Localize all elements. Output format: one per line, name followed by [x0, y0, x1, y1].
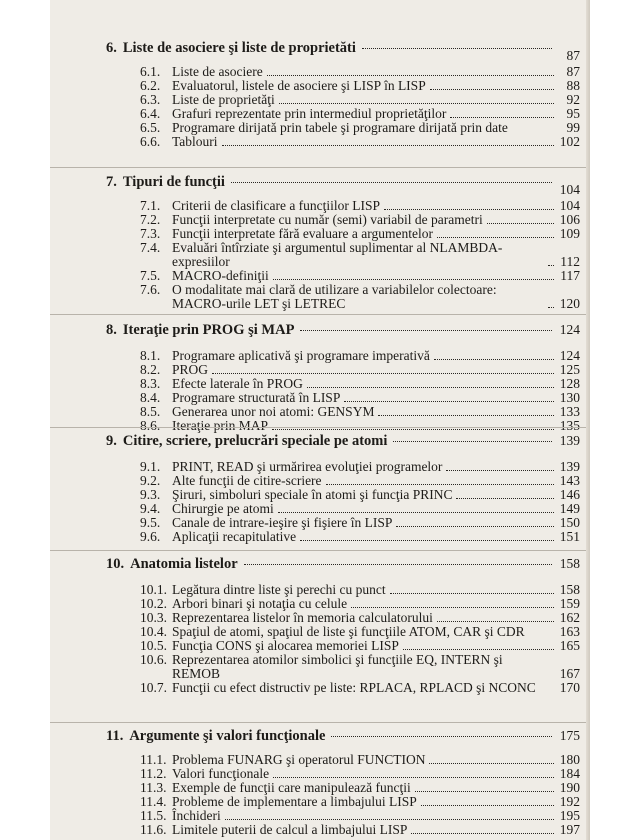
entry-title: PROG [172, 362, 209, 377]
section-title: Argumente şi valori funcţionale [129, 728, 326, 744]
entry-number: 6.2. [140, 78, 161, 93]
toc-section-10 [50, 556, 590, 695]
entry-page: 146 [559, 487, 580, 502]
entry-title: Aplicaţii recapitulative [172, 529, 297, 544]
entry-page: 163 [559, 624, 580, 639]
toc-entry [140, 781, 580, 795]
entry-number: 8.3. [140, 376, 161, 391]
entry-title: Grafuri reprezentate prin intermediul proprietăţilor [172, 106, 447, 121]
entry-number: 7.1. [140, 198, 161, 213]
toc-section-9 [50, 433, 590, 544]
dot-leader [300, 330, 552, 331]
entry-page: 133 [559, 404, 580, 419]
entry-page: 195 [559, 808, 580, 823]
dot-leader [456, 498, 554, 499]
entry-number: 7.3. [140, 226, 161, 241]
entry-title: Reprezentarea listelor în memoria calculatorului [172, 610, 433, 625]
section-page: 139 [559, 433, 580, 448]
toc-entry [140, 269, 580, 283]
entry-page: 130 [559, 390, 580, 405]
dot-leader [390, 593, 554, 594]
entry-number: 11.2. [140, 766, 167, 781]
entry-number: 10.3. [140, 610, 167, 625]
dot-leader [231, 182, 552, 183]
dot-leader [222, 145, 554, 146]
toc-entry [140, 213, 580, 227]
toc-entry [140, 241, 580, 269]
entry-page: 124 [559, 348, 580, 363]
page-edge [586, 0, 590, 840]
entry-number: 9.5. [140, 515, 161, 530]
entry-title: Spaţiul de atomi, spaţiul de liste şi funcţiile ATOM, CAR şi CDR [172, 624, 525, 639]
entry-title: Programare structurată în LISP [172, 390, 341, 405]
entry-page: 192 [559, 794, 580, 809]
entry-number: 8.4. [140, 390, 161, 405]
entry-title: Chirurgie pe atomi [172, 501, 274, 516]
entry-number: 10.5. [140, 638, 167, 653]
toc-section-7 [50, 174, 590, 311]
entry-number: 7.5. [140, 268, 161, 283]
entry-title: Limitele puterii de calcul a limbajului LISP [172, 822, 408, 837]
dot-leader [548, 265, 554, 266]
entry-page: 99 [566, 120, 580, 135]
entry-page: 135 [559, 418, 580, 433]
entry-title: Legătura dintre liste şi perechi cu punct [172, 582, 386, 597]
dot-leader [415, 791, 554, 792]
entry-title: Închideri [172, 808, 221, 823]
entry-number: 10.1. [140, 582, 167, 597]
toc-entry [140, 419, 580, 433]
entry-page: 167 [559, 666, 580, 681]
toc-entry [140, 625, 580, 639]
dot-leader [351, 607, 554, 608]
section-heading [106, 433, 580, 452]
dot-leader [446, 470, 554, 471]
entry-number: 11.6. [140, 822, 167, 837]
toc-entry [140, 283, 580, 311]
entry-title: Criterii de clasificare a funcţiilor LISP [172, 198, 381, 213]
entry-title: Programare aplicativă şi programare imperativă [172, 348, 430, 363]
dot-leader [487, 223, 554, 224]
entry-page: 151 [559, 529, 580, 544]
entry-title: O modalitate mai clară de utilizare a variabilelor colectoare: MACRO-urile LET şi LETREC [172, 282, 497, 311]
toc-entry [140, 767, 580, 781]
section-page: 158 [559, 556, 580, 571]
entry-number: 6.4. [140, 106, 161, 121]
entry-number: 10.6. [140, 652, 167, 667]
entry-number: 8.5. [140, 404, 161, 419]
dot-leader [384, 209, 554, 210]
entry-number: 7.4. [140, 240, 161, 255]
section-number: 8. [106, 322, 117, 338]
entry-number: 9.2. [140, 473, 161, 488]
entry-title: Exemple de funcţii care manipulează funcţii [172, 780, 411, 795]
entry-title: Liste de asociere [172, 64, 263, 79]
entry-title: MACRO-definiţii [172, 268, 269, 283]
toc-entry [140, 474, 580, 488]
toc-section-11 [50, 728, 590, 837]
dot-leader [548, 307, 554, 308]
toc-entry [140, 121, 580, 135]
dot-leader [429, 763, 554, 764]
dot-leader [212, 373, 554, 374]
entry-page: 125 [559, 362, 580, 377]
section-title: Tipuri de funcţii [122, 174, 225, 190]
entry-page: 143 [559, 473, 580, 488]
dot-leader [279, 103, 554, 104]
section-title: Iteraţie prin PROG şi MAP [122, 322, 295, 338]
dot-leader [362, 48, 552, 49]
toc-entry [140, 349, 580, 363]
entry-title: Probleme de implementare a limbajului LISP [172, 794, 417, 809]
toc-entry [140, 516, 580, 530]
section-number: 9. [106, 433, 117, 449]
toc-entry [140, 583, 580, 597]
toc-entry [140, 405, 580, 419]
dot-leader [437, 237, 554, 238]
toc-entry [140, 809, 580, 823]
section-heading [106, 174, 580, 197]
toc-entry [140, 823, 580, 837]
entry-page: 184 [559, 766, 580, 781]
toc-entry [140, 460, 580, 474]
section-divider [50, 722, 590, 723]
entry-title: Funcţia CONS şi alocarea memoriei LISP [172, 638, 399, 653]
toc-entry [140, 391, 580, 405]
entry-title: Funcţii interpretate cu număr (semi) variabil de parametri [172, 212, 483, 227]
entry-title: Alte funcţii de citire-scriere [172, 473, 322, 488]
entry-page: 106 [559, 212, 580, 227]
toc-entry [140, 611, 580, 625]
entry-number: 6.6. [140, 134, 161, 149]
toc-entry [140, 93, 580, 107]
section-page: 87 [566, 48, 580, 63]
entry-number: 6.5. [140, 120, 161, 135]
toc-entry [140, 597, 580, 611]
dot-leader [434, 359, 554, 360]
entry-number: 6.1. [140, 64, 161, 79]
book-page [50, 0, 590, 840]
dot-leader [278, 512, 554, 513]
toc-entry [140, 377, 580, 391]
entry-number: 8.1. [140, 348, 161, 363]
entry-page: 190 [559, 780, 580, 795]
section-divider [50, 550, 590, 551]
section-heading [106, 40, 580, 63]
entry-title: Iteraţie prin MAP [172, 418, 268, 433]
section-divider [50, 167, 590, 168]
toc-entry [140, 530, 580, 544]
toc-entry [140, 753, 580, 767]
section-title: Anatomia listelor [130, 556, 238, 572]
section-heading [106, 322, 580, 341]
dot-leader [331, 736, 552, 737]
section-title: Liste de asociere şi liste de proprietăti [122, 40, 356, 56]
section-divider [50, 427, 590, 428]
dot-leader [307, 387, 554, 388]
section-divider [50, 314, 590, 315]
entry-title: Efecte laterale în PROG [172, 376, 303, 391]
section-number: 11. [106, 728, 124, 744]
toc-entry [140, 227, 580, 241]
entry-page: 139 [559, 459, 580, 474]
toc-entry [140, 795, 580, 809]
entry-page: 149 [559, 501, 580, 516]
entry-page: 104 [559, 198, 580, 213]
section-heading [106, 556, 580, 575]
section-page: 175 [559, 728, 580, 743]
entry-title: Arbori binari şi notaţia cu celule [172, 596, 348, 611]
toc-section-6 [50, 40, 590, 149]
dot-leader [430, 89, 554, 90]
entry-title: Valori funcţionale [172, 766, 270, 781]
entry-title: Reprezentarea atomilor simbolici şi funcţiile EQ, INTERN şi REMOB [172, 652, 503, 681]
entry-number: 8.2. [140, 362, 161, 377]
entry-page: 128 [559, 376, 580, 391]
entry-number: 7.2. [140, 212, 161, 227]
section-number: 10. [106, 556, 125, 572]
dot-leader [272, 429, 554, 430]
toc-entry [140, 363, 580, 377]
toc-entry [140, 79, 580, 93]
dot-leader [344, 401, 554, 402]
toc-entry [140, 488, 580, 502]
dot-leader [225, 819, 554, 820]
entry-page: 102 [559, 134, 580, 149]
entry-title: Generarea unor noi atomi: GENSYM [172, 404, 375, 419]
entry-title: Funcţii cu efect distructiv pe liste: RPLACA, RPLACD şi NCONC [172, 680, 536, 695]
entry-number: 9.1. [140, 459, 161, 474]
entry-page: 158 [559, 582, 580, 597]
entry-title: Canale de intrare-ieşire şi fişiere în LISP [172, 515, 393, 530]
entry-number: 8.6. [140, 418, 161, 433]
entry-number: 10.2. [140, 596, 167, 611]
dot-leader [273, 279, 554, 280]
toc-entry [140, 502, 580, 516]
dot-leader [300, 540, 554, 541]
dot-leader [450, 117, 554, 118]
toc-entry [140, 199, 580, 213]
toc-entry [140, 681, 580, 695]
entry-number: 9.4. [140, 501, 161, 516]
entry-title: Evaluatorul, listele de asociere şi LISP în LISP [172, 78, 426, 93]
entry-page: 87 [566, 64, 580, 79]
entry-page: 165 [559, 638, 580, 653]
dot-leader [378, 415, 554, 416]
toc-entry [140, 65, 580, 79]
entry-title: Şiruri, simboluri speciale în atomi şi funcţia PRINC [172, 487, 453, 502]
toc-section-8 [50, 322, 590, 433]
entry-page: 159 [559, 596, 580, 611]
entry-page: 92 [566, 92, 580, 107]
toc-entry [140, 639, 580, 653]
dot-leader [267, 75, 554, 76]
section-number: 6. [106, 40, 117, 56]
entry-page: 112 [560, 254, 580, 269]
entry-page: 88 [566, 78, 580, 93]
dot-leader [403, 649, 554, 650]
entry-page: 117 [560, 268, 580, 283]
entry-number: 9.3. [140, 487, 161, 502]
entry-number: 7.6. [140, 282, 161, 297]
section-page: 124 [559, 322, 580, 337]
entry-number: 9.6. [140, 529, 161, 544]
toc-entry [140, 107, 580, 121]
entry-number: 11.1. [140, 752, 167, 767]
entry-page: 120 [559, 296, 580, 311]
toc-entry [140, 135, 580, 149]
dot-leader [326, 484, 554, 485]
entry-title: PRINT, READ şi urmărirea evoluţiei programelor [172, 459, 443, 474]
entry-number: 10.7. [140, 680, 167, 695]
toc-entry [140, 653, 580, 681]
dot-leader [396, 526, 554, 527]
entry-number: 11.4. [140, 794, 167, 809]
entry-page: 150 [559, 515, 580, 530]
entry-page: 197 [559, 822, 580, 837]
entry-title: Programare dirijată prin tabele şi programare dirijată prin date [172, 120, 508, 135]
entry-page: 95 [566, 106, 580, 121]
section-title: Citire, scriere, prelucrări speciale pe atomi [122, 433, 388, 449]
section-page: 104 [559, 182, 580, 197]
entry-page: 162 [559, 610, 580, 625]
dot-leader [273, 777, 554, 778]
entry-title: Liste de proprietăţi [172, 92, 275, 107]
section-heading [106, 728, 580, 747]
dot-leader [244, 564, 552, 565]
dot-leader [411, 833, 554, 834]
entry-title: Problema FUNARG şi operatorul FUNCTION [172, 752, 426, 767]
entry-title: Funcţii interpretate fără evaluare a argumentelor [172, 226, 433, 241]
section-number: 7. [106, 174, 117, 190]
entry-number: 6.3. [140, 92, 161, 107]
entry-page: 180 [559, 752, 580, 767]
entry-page: 170 [559, 680, 580, 695]
entry-number: 11.3. [140, 780, 167, 795]
entry-title: Tablouri [172, 134, 218, 149]
entry-number: 11.5. [140, 808, 167, 823]
dot-leader [421, 805, 554, 806]
entry-title: Evaluări întîrziate şi argumentul suplimentar al NLAMBDA-expresiilor [172, 240, 503, 269]
dot-leader [437, 621, 554, 622]
entry-number: 10.4. [140, 624, 167, 639]
entry-page: 109 [559, 226, 580, 241]
dot-leader [393, 441, 552, 442]
